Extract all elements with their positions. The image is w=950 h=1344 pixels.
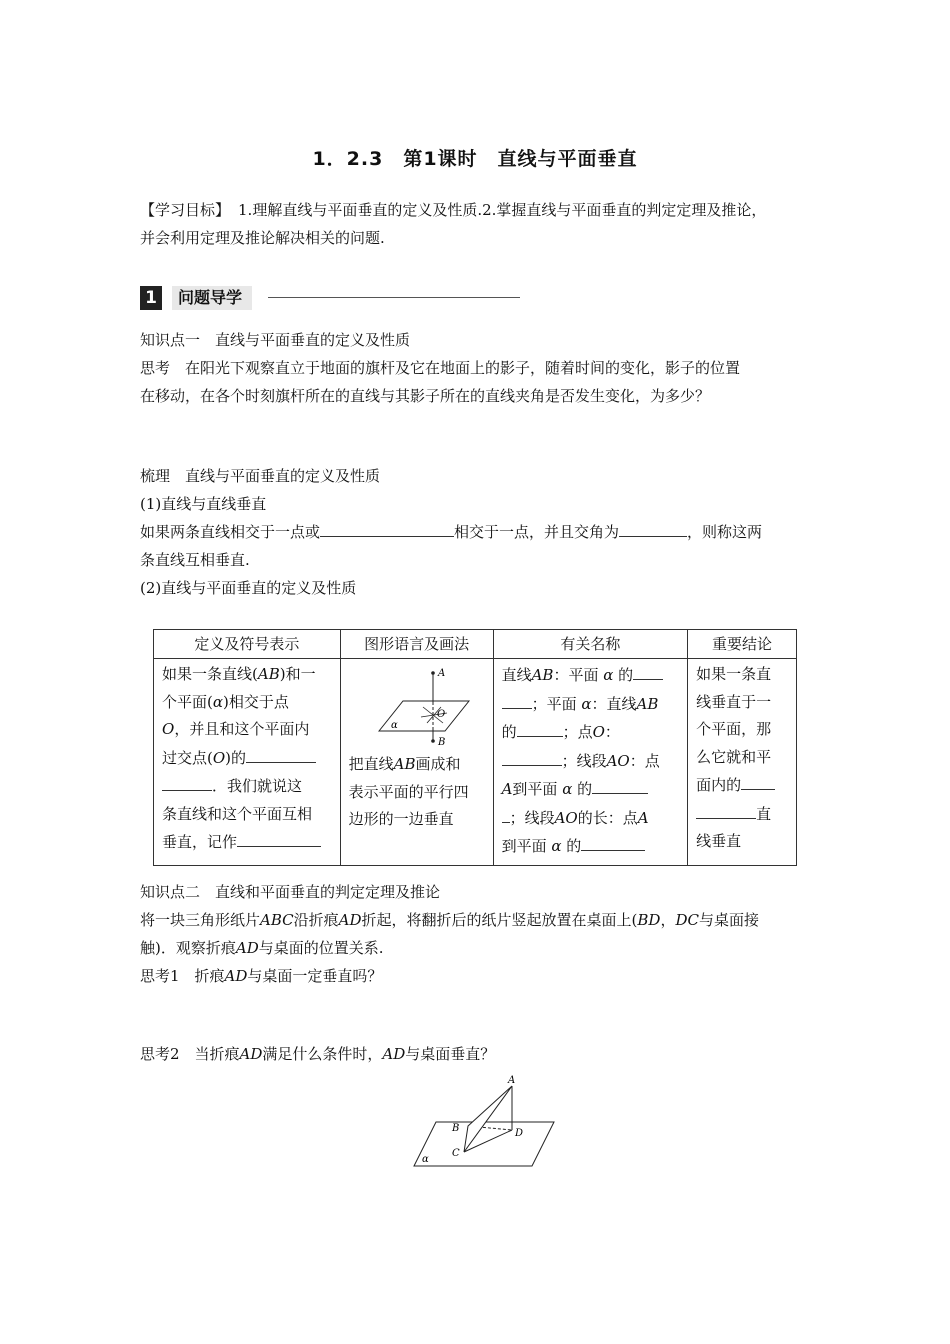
blank xyxy=(502,804,510,823)
section-number-badge: 1 xyxy=(140,286,162,310)
sub1-text-a: 如果两条直线相交于一点或 xyxy=(140,523,321,541)
kp2-think1 xyxy=(140,962,382,990)
text: 如果一条直线( xyxy=(162,665,258,683)
text: 面内的 xyxy=(696,776,742,794)
text: AB xyxy=(257,665,280,683)
text: 满足什么条件时， xyxy=(262,1045,383,1063)
text: α xyxy=(581,694,592,713)
line-plane-figure xyxy=(357,667,477,747)
text: 沿折痕 xyxy=(293,911,339,929)
text: AB xyxy=(531,666,554,684)
text: 与桌面的位置关系. xyxy=(258,939,384,957)
text: ；线段 xyxy=(509,808,555,827)
text: 个平面，那 xyxy=(696,720,772,738)
review-sub1-text xyxy=(140,518,762,546)
text: ：平面 xyxy=(553,666,599,684)
text: DC xyxy=(675,911,699,929)
blank xyxy=(696,800,756,819)
sub1-text-c: ，则称这两 xyxy=(687,523,763,541)
text: AD xyxy=(239,1045,263,1063)
text: 如果一条直 xyxy=(696,665,772,683)
text: ，并且和这个平面内 xyxy=(174,720,310,738)
table-header: 重要结论 xyxy=(688,630,797,659)
blank xyxy=(581,832,645,851)
goals-label: 【学习目标】 xyxy=(140,201,231,219)
text: 与桌面接 xyxy=(698,911,759,929)
text: 么它就和平 xyxy=(696,747,772,766)
definition-table xyxy=(153,629,797,866)
text: BD xyxy=(637,911,661,929)
text: 表示平面的平行四 xyxy=(348,782,469,801)
label-a: A xyxy=(508,1075,516,1086)
text: AD xyxy=(338,911,362,929)
table-header: 图形语言及画法 xyxy=(340,630,493,659)
kp2-text-line2 xyxy=(140,934,384,962)
text: ．我们就说这 xyxy=(212,777,303,795)
kp1-think-line2: 在移动，在各个时刻旗杆所在的直线与其影子所在的直线夹角是否发生变化，为多少？ xyxy=(140,387,711,405)
goals-line1: 1.理解直线与平面垂直的定义及性质.2.掌握直线与平面垂直的判定定理及推论， xyxy=(238,201,767,219)
label-b: B xyxy=(437,737,445,747)
text: ；点 xyxy=(562,723,593,741)
text: 的长：点 xyxy=(577,808,638,827)
blank xyxy=(502,690,532,709)
text: 将一块三角形纸片 xyxy=(140,911,261,929)
text: 思考1 折痕 xyxy=(140,967,225,985)
text: AO xyxy=(606,751,630,770)
text: 线垂直 xyxy=(696,832,742,850)
text: AB xyxy=(393,755,416,773)
text: 直线 xyxy=(501,666,532,684)
text: A xyxy=(501,780,513,798)
blank xyxy=(237,828,321,847)
text: 边形的一边垂直 xyxy=(348,810,454,828)
blank xyxy=(517,718,563,737)
conclusion-cell xyxy=(688,659,797,866)
text: 触)．观察折痕 xyxy=(140,939,236,957)
learning-goals xyxy=(140,196,840,224)
text: AD xyxy=(224,967,248,985)
table-header-row xyxy=(154,630,797,659)
text: ： xyxy=(604,723,620,741)
kp2-think2 xyxy=(140,1040,495,1068)
text: 条直线和这个平面互相 xyxy=(162,804,313,823)
text: 的 xyxy=(618,666,634,684)
text: ， xyxy=(660,911,676,929)
text: )的 xyxy=(225,748,247,767)
review-sub1-end: 条直线互相垂直. xyxy=(140,551,250,569)
text: 个平面( xyxy=(162,692,213,711)
text: 到平面 xyxy=(512,780,558,798)
label-a: A xyxy=(437,668,445,679)
text: AD xyxy=(235,939,259,957)
text: α xyxy=(212,692,223,711)
text: ABC xyxy=(260,911,294,929)
table-header: 定义及符号表示 xyxy=(154,630,341,659)
section-divider xyxy=(268,297,520,298)
text: AO xyxy=(554,808,578,827)
label-alpha: α xyxy=(390,720,398,731)
text: 到平面 xyxy=(501,837,547,855)
text: 的 xyxy=(501,723,517,741)
label-c: C xyxy=(452,1148,460,1159)
blank xyxy=(502,747,562,766)
text: 折起，将翻折后的纸片竖起放置在桌面上( xyxy=(361,911,638,929)
text: 线垂直于一 xyxy=(696,692,772,711)
text: 画成和 xyxy=(415,755,461,773)
text: 的 xyxy=(577,780,593,798)
text: α xyxy=(603,666,614,684)
sub1-text-b: 相交于一点，并且交角为 xyxy=(454,523,620,541)
text: O xyxy=(592,723,605,741)
text: O xyxy=(162,720,175,738)
label-o: O xyxy=(436,709,445,720)
table-row xyxy=(154,659,797,866)
text: 的 xyxy=(566,837,582,855)
review-heading: 梳理 直线与平面垂直的定义及性质 xyxy=(140,467,381,485)
blank xyxy=(320,518,454,537)
page-title: 1．2.3 第1课时 直线与平面垂直 xyxy=(312,148,638,170)
blank xyxy=(246,744,316,763)
blank xyxy=(741,771,775,790)
section-title: 问题导学 xyxy=(172,286,252,310)
kp2-heading: 知识点二 直线和平面垂直的判定定理及推论 xyxy=(140,883,441,901)
text: 与桌面垂直？ xyxy=(405,1045,496,1063)
text: O xyxy=(212,748,226,767)
text: ；平面 xyxy=(531,694,577,713)
blank xyxy=(592,775,648,794)
table-header: 有关名称 xyxy=(493,630,688,659)
definition-cell xyxy=(154,659,341,866)
kp2-text-line1 xyxy=(140,906,759,934)
blank xyxy=(162,772,212,791)
goals-line2: 并会利用定理及推论解决相关的问题. xyxy=(140,229,385,247)
label-b: B xyxy=(452,1123,460,1134)
text: ：点 xyxy=(629,751,660,770)
text: 与桌面一定垂直吗？ xyxy=(247,967,383,985)
text: AB xyxy=(636,694,659,713)
review-sub2: (2)直线与平面垂直的定义及性质 xyxy=(140,579,357,597)
text: α xyxy=(562,780,573,798)
blank xyxy=(619,518,687,537)
folded-triangle-figure xyxy=(408,1072,558,1172)
text: 垂直，记作 xyxy=(162,833,238,851)
text: ：直线 xyxy=(591,694,637,713)
figure-cell xyxy=(340,659,493,866)
text: )相交于点 xyxy=(223,692,289,711)
text: 过交点( xyxy=(162,748,213,767)
kp1-heading: 知识点一 直线与平面垂直的定义及性质 xyxy=(140,331,411,349)
kp1-think-line1: 思考 在阳光下观察直立于地面的旗杆及它在地面上的影子，随着时间的变化，影子的位置 xyxy=(140,359,741,377)
text: ；线段 xyxy=(561,751,607,770)
text: α xyxy=(551,837,562,855)
figure-caption xyxy=(349,751,485,834)
text: 直 xyxy=(756,804,772,823)
text: AD xyxy=(382,1045,406,1063)
text: A xyxy=(637,808,649,827)
review-sub1: (1)直线与直线垂直 xyxy=(140,495,267,513)
names-cell xyxy=(493,659,688,866)
text: 把直线 xyxy=(348,755,394,773)
text: 思考2 当折痕 xyxy=(140,1045,240,1063)
label-alpha: α xyxy=(422,1154,429,1165)
text: )和一 xyxy=(279,665,316,683)
blank xyxy=(633,661,663,680)
label-d: D xyxy=(515,1128,524,1139)
